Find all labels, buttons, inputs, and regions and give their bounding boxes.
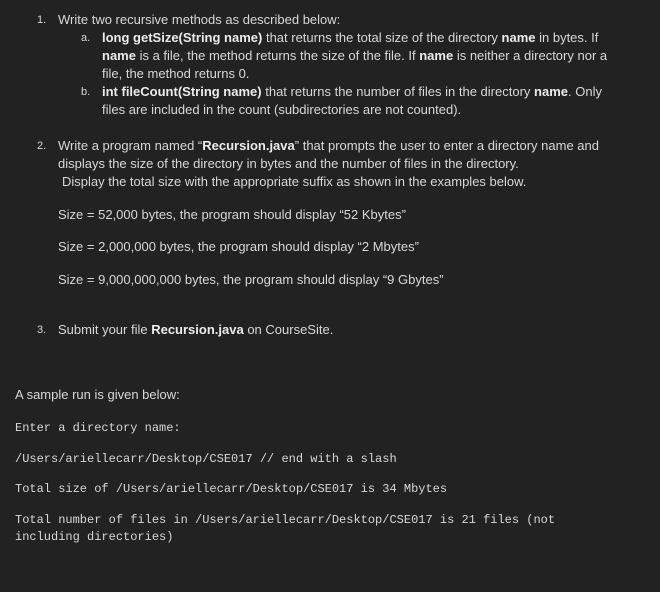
sub-marker-a: a. — [81, 32, 91, 44]
filename: Recursion.java — [202, 138, 295, 153]
item-1a-text-1: that returns the total size of the directory — [262, 30, 502, 45]
list-number-3: 3. — [37, 324, 47, 336]
item-1a-line-3: file, the method returns 0. — [102, 66, 250, 81]
example-1: Size = 52,000 bytes, the program should display “52 Kbytes” — [58, 207, 406, 222]
item-2-line-2: displays the size of the directory in bytes and the number of files in the directory. — [58, 156, 519, 171]
item-1a-text-3: is a file, the method returns the size of the file. If — [135, 48, 420, 63]
param-name: name — [501, 30, 536, 45]
sample-line-count-cont: including directories) — [15, 530, 174, 544]
item-2-line-1 — [58, 137, 599, 155]
item-1b-line-1 — [102, 83, 602, 101]
item-1-text: Write two recursive methods as described below: — [58, 12, 341, 27]
item-1a-text-4: is neither a directory nor a — [453, 48, 608, 63]
method-getsize: long getSize(String name) — [102, 30, 263, 45]
example-2: Size = 2,000,000 bytes, the program should display “2 Mbytes” — [58, 239, 419, 254]
sample-line-input: /Users/ariellecarr/Desktop/CSE017 // end with a slash — [15, 452, 397, 466]
example-3: Size = 9,000,000,000 bytes, the program should display “9 Gbytes” — [58, 272, 444, 287]
item-2-line-3: Display the total size with the appropriate suffix as shown in the examples below. — [62, 174, 527, 189]
item-1a-line-1 — [102, 29, 598, 47]
sample-run-heading: A sample run is given below: — [15, 387, 180, 402]
list-number-1: 1. — [37, 14, 47, 26]
item-1a-text-2: in bytes. If — [535, 30, 599, 45]
item-1a-line-2 — [102, 47, 607, 65]
item-2-text-1a: Write a program named “ — [58, 138, 203, 153]
filename: Recursion.java — [151, 322, 244, 337]
item-3-text-1: Submit your file — [58, 322, 152, 337]
sub-marker-b: b. — [81, 86, 91, 98]
param-name: name — [102, 48, 136, 63]
list-number-2: 2. — [37, 140, 47, 152]
param-name: name — [419, 48, 454, 63]
item-1b-text-1: that returns the number of files in the directory — [261, 84, 535, 99]
item-1b-text-2: . Only — [568, 84, 602, 99]
sample-line-size: Total size of /Users/ariellecarr/Desktop/CSE017 is 34 Mbytes — [15, 482, 448, 496]
item-2-text-1b: ” that prompts the user to enter a directory name and — [294, 138, 599, 153]
sample-line-count: Total number of files in /Users/ariellecarr/Desktop/CSE017 is 21 files (not — [15, 513, 556, 527]
method-filecount: int fileCount(String name) — [102, 84, 262, 99]
sample-line-prompt: Enter a directory name: — [15, 421, 181, 435]
item-3-text-2: on CourseSite. — [243, 322, 334, 337]
item-3-line — [58, 321, 333, 339]
param-name: name — [534, 84, 568, 99]
item-1b-line-2: files are included in the count (subdirectories are not counted). — [102, 102, 462, 117]
